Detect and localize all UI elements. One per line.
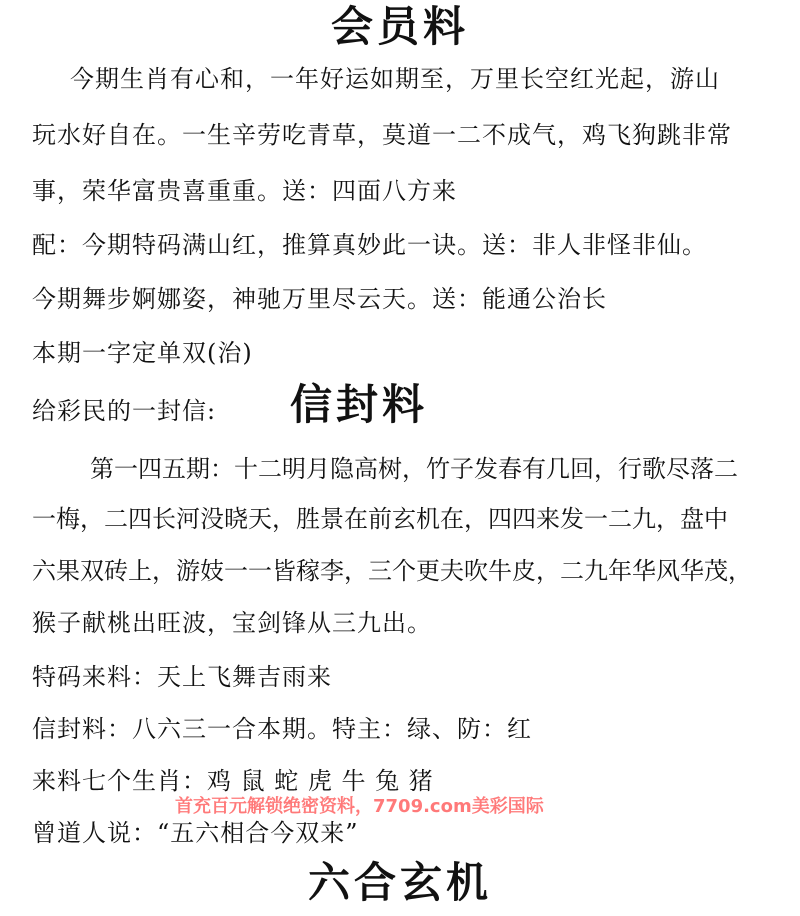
title-envelope-material: 信封料 [290, 380, 429, 429]
paragraph-line: 本期一字定单双(治) [32, 339, 253, 367]
paragraph-line: 配：今期特码满山红，推算真妙此一诀。送：非人非怪非仙。 [32, 231, 707, 259]
paragraph-line: 信封料：八六三一合本期。特主：绿、防：红 [32, 715, 532, 743]
paragraph-line: 一梅，二四长河没晓天，胜景在前玄机在，四四来发一二九，盘中 [32, 505, 728, 533]
paragraph-line: 玩水好自在。一生辛劳吃青草，莫道一二不成气，鸡飞狗跳非常 [32, 121, 732, 149]
watermark-text: 首充百元解锁绝密资料，7709.com美彩国际 [175, 796, 544, 817]
title-member-material: 会员料 [330, 2, 469, 51]
paragraph-line: 六果双砖上，游妓一一皆稼李，三个更夫吹牛皮，二九年华风华茂， [32, 557, 752, 585]
paragraph-line: 特码来料：天上飞舞吉雨来 [32, 663, 332, 691]
paragraph-line: 第一四五期：十二明月隐高树，竹子发春有几回，行歌尽落二 [90, 455, 738, 483]
title-liuhe-mystery: 六合玄机 [307, 858, 492, 907]
paragraph-line: 猴子献桃出旺波，宝剑锋从三九出。 [32, 609, 432, 637]
letter-label: 给彩民的一封信: [32, 397, 217, 425]
paragraph-line: 今期舞步婀娜姿，神驰万里尽云天。送：能通公治长 [32, 285, 607, 313]
paragraph-line: 今期生肖有心和，一年好运如期至，万里长空红光起，游山 [70, 65, 720, 93]
paragraph-line: 来料七个生肖：鸡 鼠 蛇 虎 牛 兔 猪 [32, 767, 434, 795]
paragraph-line: 事，荣华富贵喜重重。送：四面八方来 [32, 177, 457, 205]
paragraph-line: 曾道人说：“五六相合今双来” [32, 819, 359, 847]
